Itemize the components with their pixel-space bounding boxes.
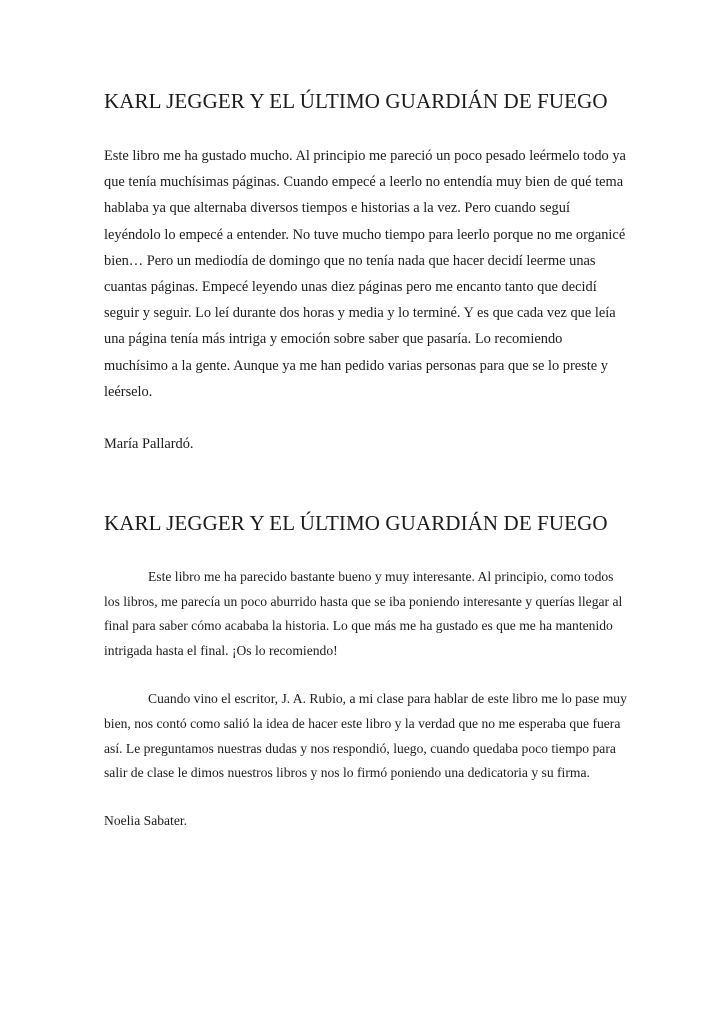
review-title: KARL JEGGER Y EL ÚLTIMO GUARDIÁN DE FUEGO xyxy=(104,89,608,113)
review-section-1 xyxy=(104,86,634,457)
review-signature: María Pallardó. xyxy=(104,436,194,453)
review-paragraph: Este libro me ha parecido bastante bueno y muy interesante. Al principio, como todos los libros, me parecía un poco aburrido hasta que se iba poniendo interesante y querías llegar al final para saber cómo acababa la historia. Lo que más me ha gustado es que me ha mantenido intrigada hasta el final. ¡Os lo recomiendo! xyxy=(104,569,623,658)
review-title: KARL JEGGER Y EL ÚLTIMO GUARDIÁN DE FUEGO xyxy=(104,511,608,535)
review-signature: Noelia Sabater. xyxy=(104,812,188,828)
review-section-2 xyxy=(104,508,634,833)
review-paragraph: Este libro me ha gustado mucho. Al principio me pareció un poco pesado leérmelo todo ya que tenía muchísimas páginas. Cuando empecé a leerlo no entendía muy bien de qué tema hablaba ya que alternaba diversos tiempos e historias a la vez. Pero cuando seguí leyéndolo lo empecé a entender. No tuve mucho tiempo para leerlo porque no me organicé bien… Pero un mediodía de domingo que no tenía nada que hacer decidí leerme unas cuantas páginas. Empecé leyendo unas diez páginas pero me encanto tanto que decidí seguir y seguir. Lo leí durante dos horas y media y lo terminé. Y es que cada vez que leía una página tenía más intriga y emoción sobre saber que pasaría. Lo recomiendo muchísimo a la gente. Aunque ya me han pedido varias personas para que se lo preste y leérselo. xyxy=(104,148,626,400)
review-paragraph: Cuando vino el escritor, J. A. Rubio, a mi clase para hablar de este libro me lo pase muy bien, nos contó como salió la idea de hacer este libro y la verdad que no me esperaba que fuera así. Le preguntamos nuestras dudas y nos respondió, luego, cuando quedaba poco tiempo para salir de clase le dimos nuestros libros y nos lo firmó poniendo una dedicatoria y su firma. xyxy=(104,691,627,781)
